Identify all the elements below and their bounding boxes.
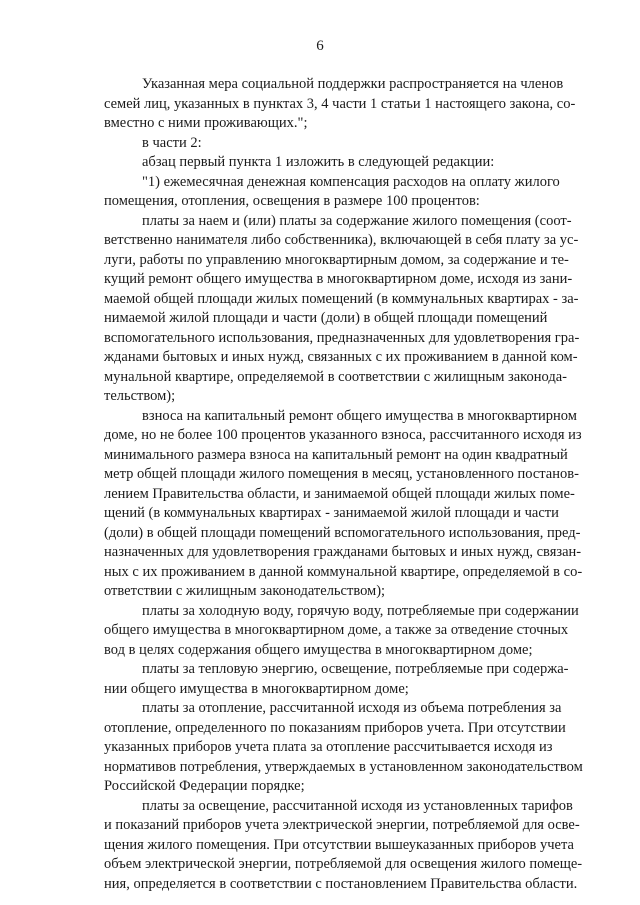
text-line: метр общей площади жилого помещения в месяц, установленного постанов- [104,466,579,482]
text-line: вместно с ними проживающих."; [104,115,308,131]
text-line: назначенных для удовлетворения гражданами бытовых и иных нужд, связан- [104,544,582,560]
text-line: отопление, определенного по показаниям приборов учета. При отсутствии [104,719,566,736]
text-line: (доли) в общей площади помещений вспомогательного использования, пред- [104,524,581,541]
text-line: жданами бытовых и иных нужд, связанных с их проживанием в данной ком- [104,349,578,365]
text-line: общего имущества в многоквартирном доме, а также за отведение сточных [104,622,569,638]
text-line: Указанная мера социальной поддержки распространяется на членов [142,76,564,92]
text-line: помещения, отопления, освещения в размере 100 процентов: [104,193,480,209]
text-line: тельством); [104,388,176,404]
text-line: кущий ремонт общего имущества в многоквартирном доме, исходя из зани- [104,271,573,287]
text-line: доме, но не более 100 процентов указанного взноса, рассчитанного исходя из [104,427,582,443]
text-line: луги, работы по управлению многоквартирным домом, за содержание и те- [104,251,569,268]
text-line: маемой общей площади жилых помещений (в коммунальных квартирах - за- [104,290,579,307]
page-number: 6 [316,38,324,54]
text-line: ных с их проживанием в данной коммунальной квартире, определяемой в со- [104,563,583,580]
text-line: объем электрической энергии, потребляемой для освещения жилого помеще- [104,856,583,872]
text-line: щений (в коммунальных квартирах - занимаемой жилой площади и части [104,505,559,521]
text-line: вспомогательного использования, предназначенных для удовлетворения гра- [104,329,580,346]
text-line: платы за отопление, рассчитанной исходя из объема потребления за [142,700,562,716]
text-line: нимаемой жилой площади и части (доли) в общей площади помещений [104,310,548,326]
text-line: платы за наем и (или) платы за содержание жилого помещения (соот- [142,212,572,229]
text-line: минимального размера взноса на капитальный ремонт на один квадратный [104,446,568,463]
text-line: щения жилого помещения. При отсутствии вышеуказанных приборов учета [104,836,574,853]
text-line: нии общего имущества в многоквартирном доме; [104,680,409,697]
text-line: указанных приборов учета плата за отопление рассчитывается исходя из [104,739,553,755]
text-line: ответствии с жилищным законодательством); [104,583,386,599]
text-line: абзац первый пункта 1 изложить в следующей редакции: [142,154,495,170]
text-line: платы за освещение, рассчитанной исходя из установленных тарифов [142,797,573,814]
text-line: нормативов потребления, утверждаемых в установленном законодательством [104,758,583,775]
text-line: ветственно нанимателя либо собственника), включающей в себя плату за ус- [104,232,579,248]
text-line: Российской Федерации порядке; [104,778,305,794]
document-body [104,75,583,894]
text-line: "1) ежемесячная денежная компенсация расходов на оплату жилого [142,173,560,190]
text-line: взноса на капитальный ремонт общего имущества в многоквартирном [142,407,577,424]
text-line: лением Правительства области, и занимаемой общей площади жилых поме- [104,485,575,502]
text-line: платы за холодную воду, горячую воду, потребляемые при содержании [142,602,579,619]
text-line: семей лиц, указанных в пунктах 3, 4 части 1 статьи 1 настоящего закона, со- [104,95,576,112]
text-line: мунальной квартире, определяемой в соответствии с жилищным законода- [104,368,567,385]
text-line: ния, определяется в соответствии с постановлением Правительства области. [104,875,578,892]
text-line: платы за тепловую энергию, освещение, потребляемые при содержа- [142,661,569,677]
text-line: вод в целях содержания общего имущества в многоквартирном доме; [104,641,533,658]
text-line: в части 2: [142,134,202,151]
text-line: и показаний приборов учета электрической энергии, потребляемой для осве- [104,817,580,833]
